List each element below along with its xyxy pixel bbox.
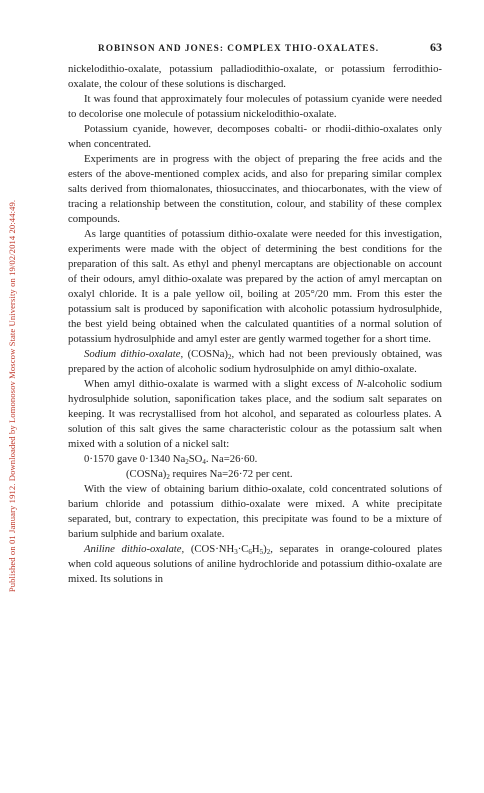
article-body — [68, 62, 442, 587]
paragraph-2: It was found that approximately four molecules of potassium cyanide were needed to decolorise one molecule of potassium nickelodithio-oxalate. — [68, 93, 442, 120]
analysis-text-b: SO — [188, 453, 203, 465]
paragraph-6 — [68, 347, 442, 377]
paragraph-5: As large quantities of potassium dithio-oxalate were needed for this investigation, experiments were made with the object of determining the best conditions for the preparation of this salt. As ethyl and phenyl mercaptans are objectionable on account of their odours, amyl dithio-oxalate was prepared by the action of amyl mercaptan on oxalyl chloride. It is a pale yellow oil, boiling at 205°/20 mm. From this ester the potassium salt is produced by saponification with alcoholic potassium hydrosulphide, the best yield being obtained when the calculated quantities of a normal solution of potassium hydrosulphide and amyl ester are gently warmed together for a short time. — [68, 228, 442, 345]
paragraph-8: With the view of obtaining barium dithio-oxalate, cold concentrated solutions of barium chloride and potassium dithio-oxalate were mixed. A white precipitate separated, but, contrary to expectation, this precipitate was found to be a mixture of barium sulphide and barium oxalate. — [68, 483, 442, 540]
requires-text-a: (COSNa) — [126, 468, 167, 480]
analysis-text-a: 0·1570 gave 0·1340 Na — [84, 453, 186, 465]
formula-subscript-2: 6 — [248, 548, 252, 556]
paragraph-7-text-a: When amyl dithio-oxalate is warmed with a slight excess of — [84, 378, 357, 390]
paragraph-4: Experiments are in progress with the object of preparing the free acids and the esters of the above-mentioned complex acids, and also for preparing similar complex salts derived from thiomalonates, thiosuccinates, and thiocarbonates, with the view of tracing a relationship between the constitution, colour, and stability of these complex compounds. — [68, 153, 442, 225]
paragraph-7-text-b: -alcoholic sodium hydrosulphide solution, saponification takes place, and the sodium salt separates on keeping. It was recrystallised from hot alcohol, and separated as colourless plates. A solution of this salt gives the same characteristic colour as the potassium salt when mixed with a solution of a nickel salt: — [68, 378, 443, 450]
analysis-text-c: . Na=26·60. — [205, 453, 258, 465]
formula-part-3: H — [251, 543, 260, 555]
running-header — [68, 40, 442, 62]
analysis-line — [68, 452, 442, 467]
formula-part: (COSNa) — [187, 348, 228, 360]
paragraph-9 — [68, 542, 442, 587]
formula-part-4: ) — [263, 543, 267, 555]
paragraph-1: nickelodithio-oxalate, potassium palladiodithio-oxalate, or potassium ferrodithio-oxalate, the colour of these solutions is discharged. — [68, 63, 442, 90]
compound-name-sodium-dithio-oxalate: Sodium dithio-oxalate, — [84, 348, 184, 360]
page-number: 63 — [430, 40, 442, 54]
formula-subscript-3: 5 — [259, 548, 264, 556]
running-title: ROBINSON AND JONES: COMPLEX THIO-OXALATES. — [98, 44, 380, 54]
requires-subscript: 2 — [166, 473, 170, 481]
paragraph-3: Potassium cyanide, however, decomposes cobalti- or rhodii-dithio-oxalates only when concentrated. — [68, 123, 442, 150]
paragraph-6-text: , which had not been previously obtained, was prepared by the action of alcoholic sodium hydrosulphide on amyl dithio-oxalate. — [68, 348, 442, 375]
formula-subscript: 2 — [228, 353, 232, 361]
paper-page — [68, 40, 442, 587]
formula-subscript-1: 3 — [234, 548, 238, 556]
requires-line — [68, 467, 442, 482]
formula-part-2: ·C — [237, 543, 249, 555]
formula-subscript-4: 2 — [266, 548, 271, 556]
compound-name-aniline-dithio-oxalate: Aniline dithio-oxalate, — [84, 543, 185, 555]
paragraph-7 — [68, 377, 442, 452]
download-notice — [0, 0, 24, 793]
analysis-subscript-2: 4 — [202, 458, 206, 466]
normality-symbol: N — [356, 378, 364, 390]
requires-text-b: requires Na=26·72 per cent. — [169, 468, 293, 480]
paragraph-9-text: , separates in orange-coloured plates when cold aqueous solutions of aniline hydrochloride and potassium dithio-oxalate are mixed. Its solutions in — [68, 543, 443, 585]
formula-part-1: (COS·NH — [190, 543, 235, 555]
analysis-subscript-1: 2 — [185, 458, 189, 466]
download-notice-text: Published on 01 January 1912. Downloaded by Lomonosov Moscow State University on 19/02/2014 20:44:49. — [7, 199, 17, 593]
